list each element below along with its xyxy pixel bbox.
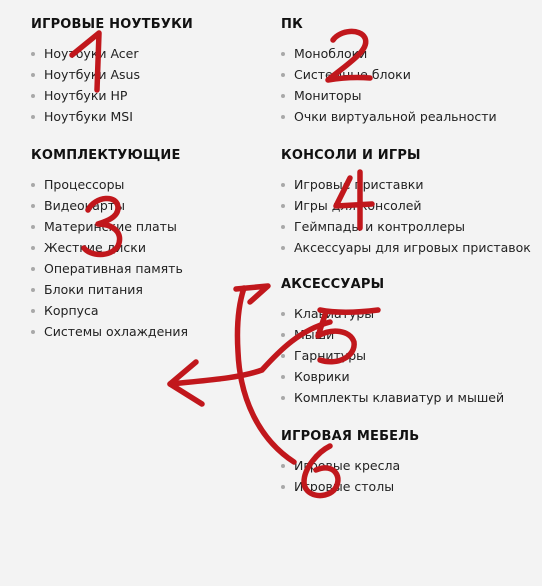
section-gaming-laptops [31,17,193,127]
menu-link[interactable]: Мониторы [281,85,497,106]
menu-link[interactable]: Ноутбуки Asus [31,64,193,85]
section-list [281,174,531,258]
section-title[interactable]: АКСЕССУАРЫ [281,277,385,292]
menu-link[interactable]: Мыши [281,324,504,345]
menu-link[interactable]: Коврики [281,366,504,387]
menu-link[interactable]: Ноутбуки Acer [31,43,193,64]
section-list [281,455,419,497]
section-list [281,303,504,408]
menu-link[interactable]: Геймпады и контроллеры [281,216,531,237]
menu-link[interactable]: Материнские платы [31,216,188,237]
menu-link[interactable]: Аксессуары для игровых приставок [281,237,531,258]
menu-link[interactable]: Жесткие диски [31,237,188,258]
menu-link[interactable]: Оперативная память [31,258,188,279]
menu-link[interactable]: Комплекты клавиатур и мышей [281,387,504,408]
section-consoles-games [281,148,531,258]
menu-link[interactable]: Игры для консолей [281,195,531,216]
menu-link[interactable]: Ноутбуки MSI [31,106,193,127]
menu-link[interactable]: Гарнитуры [281,345,504,366]
section-list [281,43,497,127]
menu-link[interactable]: Моноблоки [281,43,497,64]
menu-link[interactable]: Ноутбуки HP [31,85,193,106]
menu-link[interactable]: Игровые приставки [281,174,531,195]
section-title[interactable]: КОМПЛЕКТУЮЩИЕ [31,148,181,163]
menu-link[interactable]: Клавиатуры [281,303,504,324]
section-components [31,148,188,342]
menu-link[interactable]: Системные блоки [281,64,497,85]
menu-link[interactable]: Блоки питания [31,279,188,300]
section-title[interactable]: ИГРОВЫЕ НОУТБУКИ [31,17,193,32]
section-title[interactable]: ПК [281,17,303,32]
menu-link[interactable]: Игровые столы [281,476,419,497]
menu-link[interactable]: Корпуса [31,300,188,321]
menu-link[interactable]: Процессоры [31,174,188,195]
menu-link[interactable]: Игровые кресла [281,455,419,476]
section-gaming-furniture [281,429,419,497]
menu-link[interactable]: Видеокарты [31,195,188,216]
menu-link[interactable]: Системы охлаждения [31,321,188,342]
section-accessories [281,277,504,408]
section-pc [281,17,497,127]
section-title[interactable]: ИГРОВАЯ МЕБЕЛЬ [281,429,420,444]
menu-link[interactable]: Очки виртуальной реальности [281,106,497,127]
section-title[interactable]: КОНСОЛИ И ИГРЫ [281,148,421,163]
section-list [31,174,188,342]
section-list [31,43,193,127]
